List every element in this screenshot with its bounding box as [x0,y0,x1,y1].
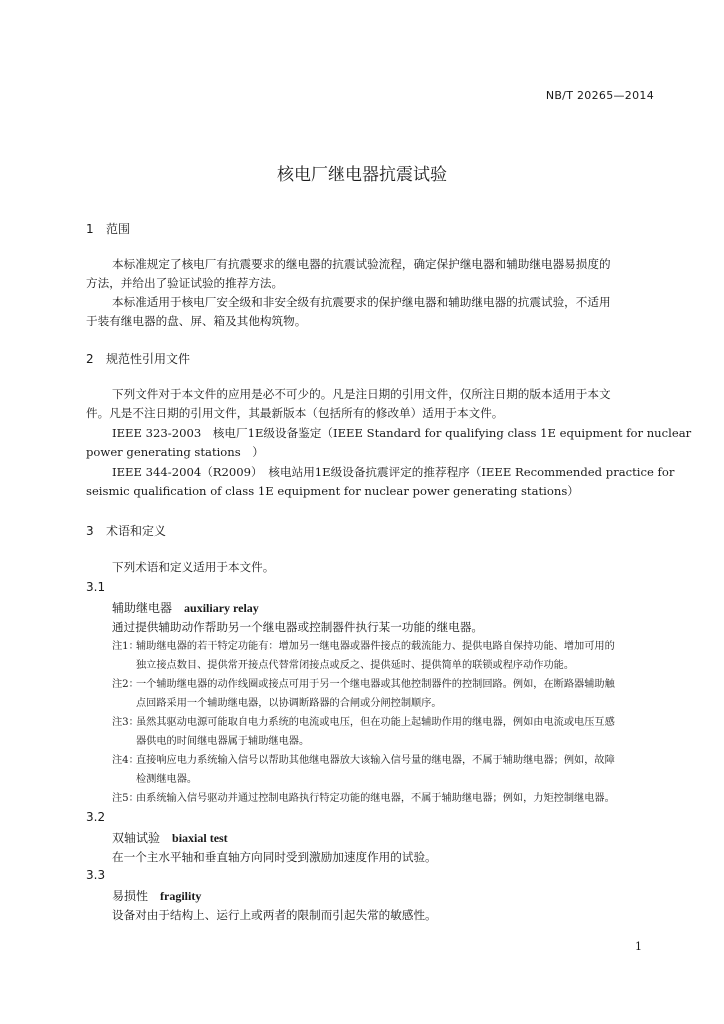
scope-paragraph-1-line-2: 方法，并给出了验证试验的推荐方法。 [86,276,284,290]
term-entry [112,887,201,904]
note-2 [112,675,615,694]
note-label: 注5： [112,793,139,804]
term-en: fragility [160,889,202,903]
section-2-heading [86,350,190,367]
term-en: auxiliary relay [184,601,259,615]
page-number: 1 [635,940,642,953]
section-title: 规范性引用文件 [106,352,191,366]
section-3-heading [86,522,166,539]
note-1-continuation: 独立接点数目、提供常开接点代替常闭接点或反之、提供延时、提供简单的联锁或程序动作功能。 [136,660,575,671]
note-text: 由系统输入信号驱动并通过控制电路执行特定功能的继电器，不属于辅助继电器；例如，力矩控制继电器。 [136,793,615,804]
note-label: 注1： [112,641,139,652]
note-3-continuation: 器供电的时间继电器属于辅助继电器。 [136,736,310,747]
note-4-continuation: 检测继电器。 [136,774,198,785]
document-id: NB/T 20265—2014 [545,89,654,102]
term-entry [112,829,228,846]
reference-2-line-2: seismic qualification of class 1E equipment for nuclear power generating stations） [86,484,579,498]
clause-number: 3.3 [86,868,106,882]
clause-number: 3.1 [86,580,106,594]
section-title: 范围 [106,222,131,236]
note-label: 注4： [112,755,139,766]
clause-number: 3.2 [86,810,106,824]
reference-1-line-2: power generating stations ） [86,445,264,459]
note-text: 辅助继电器的若干特定功能有：增加另一继电器或器件接点的载流能力、提供电路自保持功能、增加可用的 [136,641,615,652]
section-number: 3 [86,524,94,538]
note-2-continuation: 点回路采用一个辅助继电器，以协调断路器的合闸或分闸控制顺序。 [136,698,442,709]
note-1 [112,637,615,656]
refs-paragraph-line-1: 下列文件对于本文件的应用是必不可少的。凡是注日期的引用文件，仅所注日期的版本适用于本文 [112,387,611,401]
note-5 [112,789,615,808]
term-definition: 在一个主水平轴和垂直轴方向同时受到激励加速度作用的试验。 [112,850,437,864]
scope-paragraph-1-line-1: 本标准规定了核电厂有抗震要求的继电器的抗震试验流程，确定保护继电器和辅助继电器易损度的 [112,257,611,271]
terms-intro: 下列术语和定义适用于本文件。 [112,560,275,574]
term-zh: 易损性 [112,889,149,903]
section-1-heading [86,220,130,237]
scope-paragraph-2-line-2: 于装有继电器的盘、屏、箱及其他构筑物。 [86,314,307,328]
section-title: 术语和定义 [106,524,167,538]
term-definition: 设备对由于结构上、运行上或两者的限制而引起失常的敏感性。 [112,908,437,922]
section-number: 2 [86,352,94,366]
term-en: biaxial test [172,831,228,845]
section-number: 1 [86,222,94,236]
refs-paragraph-line-2: 件。凡是不注日期的引用文件，其最新版本（包括所有的修改单）适用于本文件。 [86,406,504,420]
scope-paragraph-2-line-1: 本标准适用于核电厂安全级和非安全级有抗震要求的保护继电器和辅助继电器的抗震试验，不适用 [112,295,611,309]
note-label: 注2： [112,679,139,690]
note-text: 直接响应电力系统输入信号以帮助其他继电器放大该输入信号量的继电器，不属于辅助继电器；例如，故障 [136,755,615,766]
term-definition: 通过提供辅助动作帮助另一个继电器或控制器件执行某一功能的继电器。 [112,620,484,634]
note-4 [112,751,615,770]
note-3 [112,713,615,732]
page-title: 核电厂继电器抗震试验 [277,165,447,185]
term-entry [112,599,259,616]
note-text: 一个辅助继电器的动作线圈或接点可用于另一个继电器或其他控制器件的控制回路。例如，在断路器辅助触 [136,679,615,690]
term-zh: 辅助继电器 [112,601,173,615]
reference-1-line-1: IEEE 323-2003 核电厂1E级设备鉴定（IEEE Standard for qualifying class 1E equipment for nuclear [112,426,692,440]
reference-2-line-1: IEEE 344-2004（R2009） 核电站用1E级设备抗震评定的推荐程序（IEEE Recommended practice for [112,465,675,479]
term-zh: 双轴试验 [112,831,161,845]
note-label: 注3： [112,717,139,728]
note-text: 虽然其驱动电源可能取自电力系统的电流或电压，但在功能上起辅助作用的继电器，例如由电流或电压互感 [136,717,615,728]
